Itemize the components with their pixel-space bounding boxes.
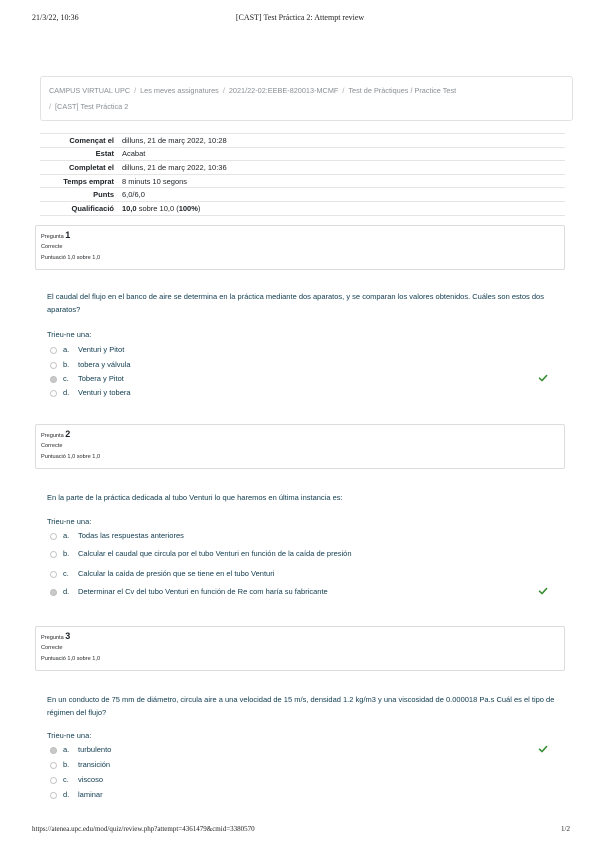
- breadcrumb: [40, 76, 573, 121]
- print-page-number: 1/2: [561, 825, 570, 833]
- question-number-value: 3: [65, 631, 71, 641]
- summary-label: Començat el: [40, 134, 118, 148]
- attempt-summary-table: [40, 133, 565, 216]
- breadcrumb-section[interactable]: Test de Pràctiques / Practice Test: [348, 86, 457, 95]
- answer-text: Venturi y tobera: [78, 388, 131, 397]
- answer-option[interactable]: [50, 587, 550, 599]
- summary-value: 6,0/6,0: [118, 188, 565, 202]
- radio-icon[interactable]: [50, 589, 57, 596]
- summary-value: dilluns, 21 de març 2022, 10:28: [118, 134, 565, 148]
- summary-label: Completat el: [40, 161, 118, 175]
- radio-icon[interactable]: [50, 376, 57, 383]
- answer-letter: d.: [63, 388, 70, 397]
- breadcrumb-separator: /: [49, 102, 52, 111]
- question-number: [41, 631, 559, 643]
- question-grade: Puntuació 1,0 sobre 1,0: [41, 454, 101, 460]
- breadcrumb-separator: /: [222, 86, 225, 95]
- summary-row-completed: [40, 161, 565, 175]
- answer-letter: a.: [63, 345, 70, 354]
- answer-letter: c.: [63, 775, 69, 784]
- answer-letter: a.: [63, 531, 70, 540]
- breadcrumb-separator: /: [342, 86, 345, 95]
- answer-option[interactable]: [50, 549, 550, 561]
- question-state: Correcte: [41, 244, 63, 250]
- answer-text: Venturi y Pitot: [78, 345, 125, 354]
- answer-text: Tobera y Pitot: [78, 374, 124, 383]
- radio-icon[interactable]: [50, 762, 57, 769]
- answer-letter: b.: [63, 360, 70, 369]
- question-number: [41, 429, 559, 441]
- answer-letter: c.: [63, 569, 69, 578]
- question-grade: Puntuació 1,0 sobre 1,0: [41, 656, 101, 662]
- radio-icon[interactable]: [50, 347, 57, 354]
- summary-value: [118, 201, 565, 215]
- answer-option[interactable]: [50, 790, 550, 802]
- answer-letter: c.: [63, 374, 69, 383]
- summary-row-marks: [40, 188, 565, 202]
- radio-icon[interactable]: [50, 390, 57, 397]
- question-number: [41, 230, 559, 242]
- radio-icon[interactable]: [50, 777, 57, 784]
- breadcrumb-campus[interactable]: CAMPUS VIRTUAL UPC: [49, 86, 131, 95]
- question-number-value: 2: [65, 429, 71, 439]
- answer-letter: b.: [63, 549, 70, 558]
- question-label: Pregunta: [41, 234, 64, 240]
- answer-option[interactable]: [50, 569, 550, 581]
- answer-text: turbulento: [78, 745, 112, 754]
- answer-letter: b.: [63, 760, 70, 769]
- check-icon: [538, 586, 548, 596]
- answer-option[interactable]: [50, 360, 550, 372]
- radio-icon[interactable]: [50, 747, 57, 754]
- question-grade: Puntuació 1,0 sobre 1,0: [41, 255, 101, 261]
- question-info-3: [35, 626, 565, 671]
- answer-text: Determinar el Cv del tubo Venturi en función de Re com haría su fabricante: [78, 587, 328, 596]
- summary-label: Estat: [40, 147, 118, 161]
- answer-text: transición: [78, 760, 111, 769]
- breadcrumb-my-courses[interactable]: Les meves assignatures: [140, 86, 219, 95]
- question-text-2: En la parte de la práctica dedicada al tubo Venturi lo que haremos en última instancia es:: [47, 493, 343, 502]
- print-date: 21/3/22, 10:36: [32, 13, 79, 22]
- print-header: [0, 13, 600, 25]
- radio-icon[interactable]: [50, 571, 57, 578]
- grade-value: 10,0: [122, 203, 137, 213]
- summary-row-time-taken: [40, 174, 565, 188]
- question-number-value: 1: [65, 230, 71, 240]
- question-text-1: El caudal del flujo en el banco de aire se determina en la práctica mediante dos aparatos, y se comparan los valores obtenidos. Cuáles son estos dos aparatos?: [47, 292, 544, 314]
- breadcrumb-quiz[interactable]: [CAST] Test Práctica 2: [55, 102, 129, 111]
- grade-percent: 100%: [178, 203, 198, 213]
- answer-text: laminar: [78, 790, 103, 799]
- breadcrumb-separator: /: [134, 86, 137, 95]
- answer-option[interactable]: [50, 531, 550, 543]
- grade-close: ): [197, 203, 201, 213]
- summary-label: Qualificació: [40, 201, 118, 215]
- summary-value: Acabat: [118, 147, 565, 161]
- question-label: Pregunta: [41, 635, 64, 641]
- print-url: https://atenea.upc.edu/mod/quiz/review.php?attempt=4361479&cmid=3380570: [32, 825, 255, 833]
- answer-option[interactable]: [50, 345, 550, 357]
- answer-prompt: Trieu-ne una:: [47, 330, 92, 339]
- question-label: Pregunta: [41, 433, 64, 439]
- answer-text: Calcular el caudal que circula por el tubo Venturi en función de la caída de presión: [78, 549, 352, 558]
- summary-value: 8 minuts 10 segons: [118, 174, 565, 188]
- question-info-1: [35, 225, 565, 270]
- answer-letter: a.: [63, 745, 70, 754]
- radio-icon[interactable]: [50, 362, 57, 369]
- summary-row-started: [40, 134, 565, 148]
- answer-option[interactable]: [50, 760, 550, 772]
- answer-text: viscoso: [78, 775, 104, 784]
- answer-option[interactable]: [50, 745, 550, 757]
- summary-label: Temps emprat: [40, 174, 118, 188]
- check-icon: [538, 744, 548, 754]
- summary-label: Punts: [40, 188, 118, 202]
- summary-row-grade: [40, 201, 565, 215]
- question-info-2: [35, 424, 565, 469]
- answer-text: tobera y válvula: [78, 360, 131, 369]
- answer-option[interactable]: [50, 775, 550, 787]
- answer-letter: d.: [63, 790, 70, 799]
- summary-value: dilluns, 21 de març 2022, 10:36: [118, 161, 565, 175]
- print-title: [CAST] Test Práctica 2: Attempt review: [235, 13, 365, 22]
- check-icon: [538, 373, 548, 383]
- answer-text: Todas las respuestas anteriores: [78, 531, 184, 540]
- question-state: Correcte: [41, 645, 63, 651]
- answer-letter: d.: [63, 587, 70, 596]
- breadcrumb-course[interactable]: 2021/22-02:EEBE-820013-MCMF: [228, 86, 339, 95]
- grade-out-of: sobre 10,0 (: [136, 203, 179, 213]
- print-footer: [0, 825, 600, 837]
- question-state: Correcte: [41, 443, 63, 449]
- answer-text: Calcular la caída de presión que se tiene en el tubo Venturi: [78, 569, 275, 578]
- summary-row-state: [40, 147, 565, 161]
- answer-option[interactable]: [50, 374, 550, 386]
- radio-icon[interactable]: [50, 551, 57, 558]
- answer-option[interactable]: [50, 388, 550, 400]
- radio-icon[interactable]: [50, 792, 57, 799]
- answer-prompt: Trieu-ne una:: [47, 517, 92, 526]
- radio-icon[interactable]: [50, 533, 57, 540]
- answer-prompt: Trieu-ne una:: [47, 731, 92, 740]
- question-text-3: En un conducto de 75 mm de diámetro, circula aire a una velocidad de 15 m/s, densidad 1.2 kg/m3 y una viscosidad de 0.000018 Pa.s Cuál es el tipo de régimen del flujo?: [47, 695, 555, 717]
